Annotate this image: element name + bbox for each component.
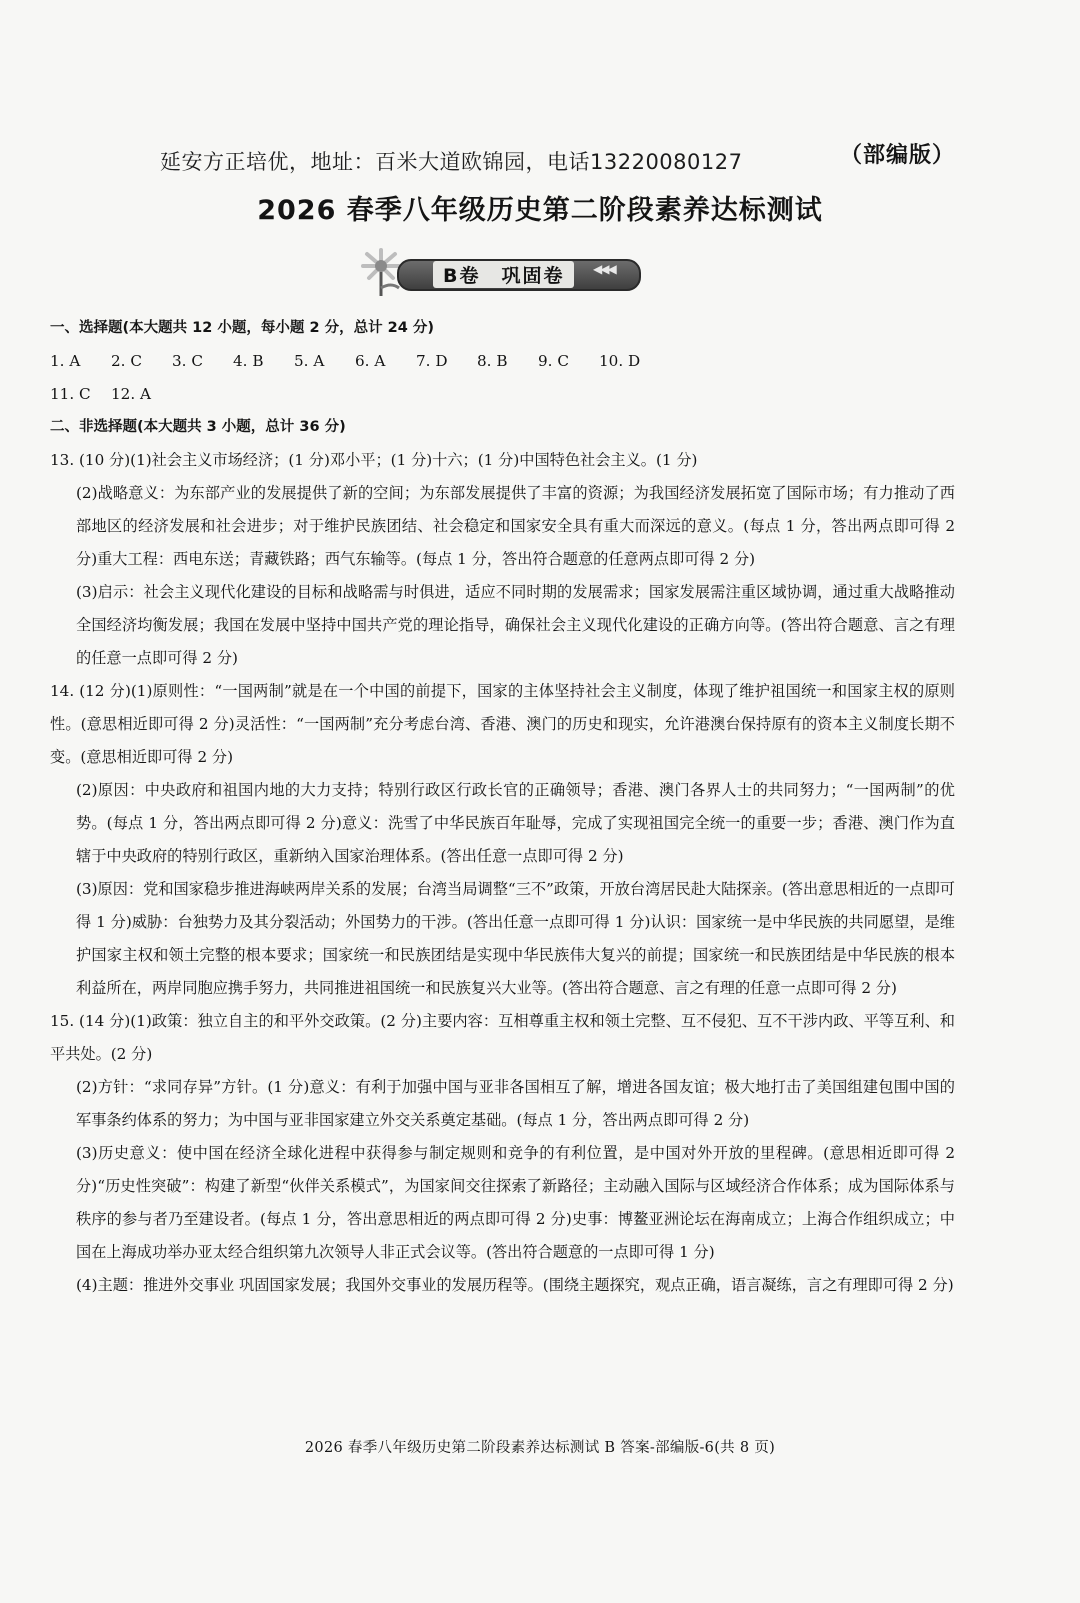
answer-content <box>50 312 955 1302</box>
answer-item: 10. D <box>599 352 641 370</box>
advertisement-text: 延安方正培优，地址：百米大道欧锦园，电话13220080127 <box>160 150 743 174</box>
choice-answers-row1 <box>50 345 955 378</box>
answer-item: 3. C <box>172 352 203 370</box>
answer-item: 11. C <box>50 385 91 403</box>
page-title: 2026 春季八年级历史第二阶段素养达标测试 <box>257 195 823 226</box>
triple-arrow-icon: ◀◀◀ <box>593 262 615 276</box>
section1-heading: 一、选择题(本大题共 12 小题，每小题 2 分，总计 24 分) <box>50 320 434 336</box>
answer-item: 8. B <box>477 352 508 370</box>
q14-part1: 14. (12 分)(1)原则性：“一国两制”就是在一个中国的前提下，国家的主体坚持社会主义制度，体现了维护祖国统一和国家主权的原则性。(意思相近即可得 2 分)灵活性：“一国两制”充分考虑台湾、香港、澳门的历史和现实，允许港澳台保持原有的资本主义制度长期不变。(意思相近即可得 2 分) <box>50 682 955 766</box>
edition-label: （部编版） <box>840 143 956 168</box>
q14-part2: (2)原因：中央政府和祖国内地的大力支持；特别行政区行政长官的正确领导；香港、澳门各界人士的共同努力；“一国两制”的优势。(每点 1 分，答出两点即可得 2 分)意义：洗雪了中华民族百年耻辱，完成了实现祖国完全统一的重要一步；香港、澳门作为直辖于中央政府的特别行政区，重新纳入国家治理体系。(答出任意一点即可得 2 分) <box>76 781 955 865</box>
section2-heading: 二、非选择题(本大题共 3 小题，总计 36 分) <box>50 419 346 435</box>
q15-part1: 15. (14 分)(1)政策：独立自主的和平外交政策。(2 分)主要内容：互相尊重主权和领土完整、互不侵犯、互不干涉内政、平等互利、和平共处。(2 分) <box>50 1012 955 1063</box>
q14-part3: (3)原因：党和国家稳步推进海峡两岸关系的发展；台湾当局调整“三不”政策，开放台湾居民赴大陆探亲。(答出意思相近的一点即可得 1 分)威胁：台独势力及其分裂活动；外国势力的干涉。(答出任意一点即可得 1 分)认识：国家统一是中华民族的共同愿望，是维护国家主权和领土完整的根本要求；国家统一和民族团结是实现中华民族伟大复兴的前提；国家统一和民族团结是中华民族的根本利益所在，两岸同胞应携手努力，共同推进祖国统一和民族复兴大业等。(答出符合题意、言之有理的任意一点即可得 2 分) <box>76 880 955 997</box>
q15-part2: (2)方针：“求同存异”方针。(1 分)意义：有利于加强中国与亚非各国相互了解，增进各国友谊；极大地打击了美国组建包围中国的军事条约体系的努力；为中国与亚非国家建立外交关系奠定基础。(每点 1 分，答出两点即可得 2 分) <box>76 1078 955 1129</box>
q13-part1: 13. (10 分)(1)社会主义市场经济；(1 分)邓小平；(1 分)十六；(1 分)中国特色社会主义。(1 分) <box>50 451 698 469</box>
answer-item: 1. A <box>50 352 81 370</box>
header-line <box>160 138 960 182</box>
choice-answers-row2 <box>50 378 955 411</box>
answer-item: 7. D <box>416 352 448 370</box>
section-banner <box>355 244 655 302</box>
answer-item: 9. C <box>538 352 569 370</box>
q13-part2: (2)战略意义：为东部产业的发展提供了新的空间；为东部发展提供了丰富的资源；为我国经济发展拓宽了国际市场；有力推动了西部地区的经济发展和社会进步；对于维护民族团结、社会稳定和国家安全具有重大而深远的意义。(每点 1 分，答出两点即可得 2 分)重大工程：西电东送；青藏铁路；西气东输等。(每点 1 分，答出符合题意的任意两点即可得 2 分) <box>76 484 955 568</box>
q15-part3: (3)历史意义：使中国在经济全球化进程中获得参与制定规则和竞争的有利位置，是中国对外开放的里程碑。(意思相近即可得 2 分)“历史性突破”：构建了新型“伙伴关系模式”，为国家间交往探索了新路径；主动融入国际与区域经济合作体系；成为国际体系与秩序的参与者乃至建设者。(每点 1 分，答出意思相近的两点即可得 2 分)史事：博鳌亚洲论坛在海南成立；上海合作组织成立；中国在上海成功举办亚太经合组织第九次领导人非正式会议等。(答出符合题意的一点即可得 1 分) <box>76 1144 955 1261</box>
q13-part3: (3)启示：社会主义现代化建设的目标和战略需与时俱进，适应不同时期的发展需求；国家发展需注重区域协调，通过重大战略推动全国经济均衡发展；我国在发展中坚持中国共产党的理论指导，确保社会主义现代化建设的正确方向等。(答出符合题意、言之有理的任意一点即可得 2 分) <box>76 583 955 667</box>
q15-part4: (4)主题：推进外交事业 巩固国家发展；我国外交事业的发展历程等。(围绕主题探究，观点正确，语言凝练，言之有理即可得 2 分) <box>76 1276 954 1294</box>
answer-item: 5. A <box>294 352 325 370</box>
answer-item: 6. A <box>355 352 386 370</box>
answer-item: 12. A <box>111 385 151 403</box>
page-footer: 2026 春季八年级历史第二阶段素养达标测试 B 答案-部编版-6(共 8 页) <box>304 1440 776 1456</box>
answer-item: 2. C <box>111 352 142 370</box>
answer-item: 4. B <box>233 352 264 370</box>
banner-label: B卷 巩固卷 <box>433 261 574 288</box>
